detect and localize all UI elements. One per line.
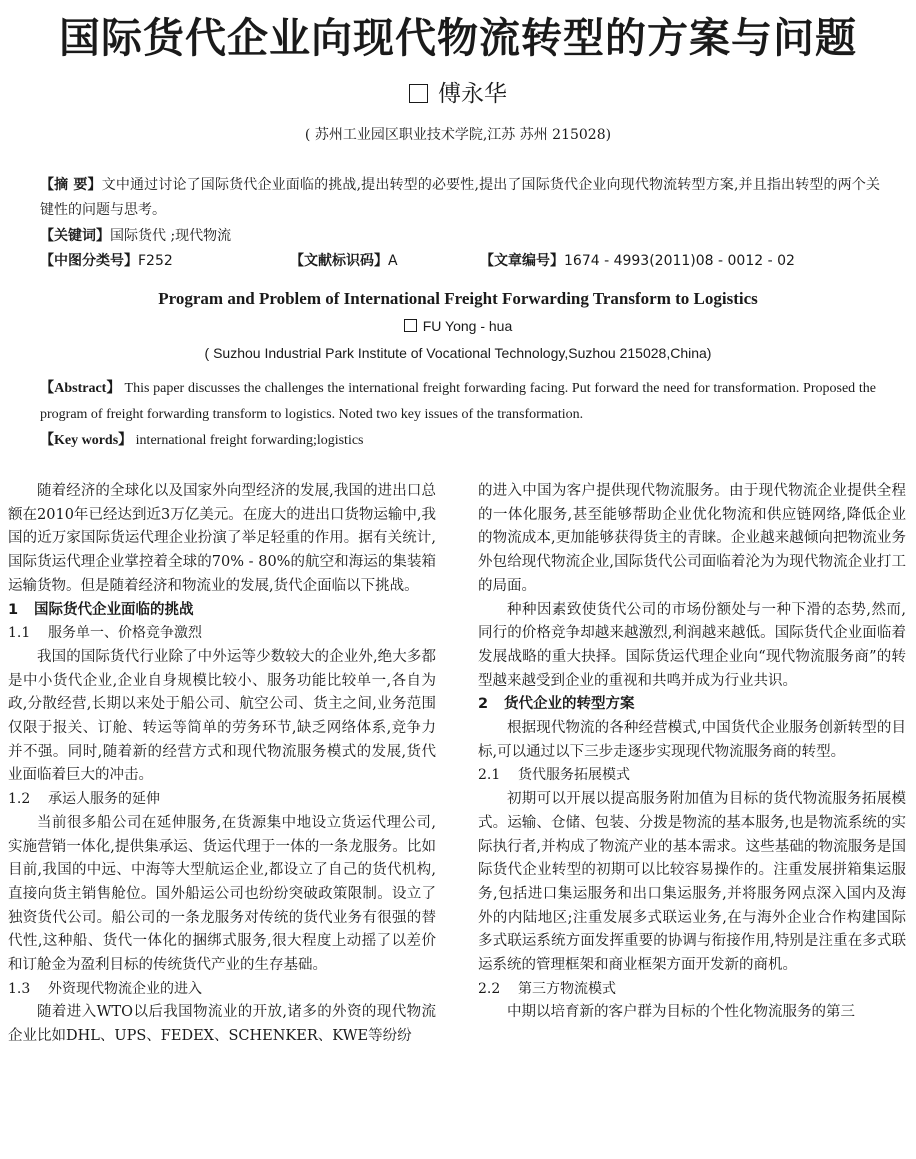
article-number-value: 1674 - 4993(2011)08 - 0012 - 02 (564, 253, 795, 269)
section-2-paragraph: 根据现代物流的各种经营模式,中国货代企业服务创新转型的目标,可以通过以下三步走逐步实现现代物流服务商的转型。 (478, 720, 906, 760)
body-column-right (478, 480, 906, 1025)
keywords-zh-text: 国际货代 ;现代物流 (110, 228, 232, 244)
section-1-3-paragraph: 随着进入WTO以后我国物流业的开放,诸多的外资的现代物流企业比如DHL、UPS、FEDEX、SCHENKER、KWE等纷纷 (8, 1004, 436, 1045)
section-1-3-heading (8, 978, 436, 1002)
doc-code-field (290, 249, 398, 274)
section-1-2-heading (8, 788, 436, 812)
section-1-heading (8, 599, 436, 623)
section-2-2-heading (478, 978, 906, 1002)
abstract-zh (40, 173, 880, 223)
doc-code-value: A (388, 253, 398, 269)
section-1-3-title: 外资现代物流企业的进入 (48, 980, 202, 997)
section-1-1-title: 服务单一、价格竞争激烈 (48, 625, 202, 642)
intro-paragraph: 随着经济的全球化以及国家外向型经济的发展,我国的进出口总额在2010年已经达到近3万亿美元。在庞大的进出口货物运输中,我国的近万家国际货运代理企业扮演了举足轻重的作用。据有关统计,国际货运代理企业掌控着全球的70% - 80%的航空和海运的集装箱运输货物。但是随着经济和物流业的发展,货代企面临以下挑战。 (8, 483, 436, 594)
section-1-1-number: 1.1 (8, 625, 31, 642)
section-1-2-title: 承运人服务的延伸 (48, 791, 160, 808)
continued-paragraph: 的进入中国为客户提供现代物流服务。由于现代物流企业提供全程的一体化服务,甚至能够帮助企业优化物流和供应链网络,降低企业的物流成本,更加能够获得货主的青睐。企业越来越倾向把物流业务外包给现代物流企业,国际货代公司面临着沦为为现代物流企业打工的局面。 (478, 483, 906, 594)
doc-code-label: 【文献标识码】 (290, 253, 388, 269)
keywords-zh-label: 【关键词】 (40, 228, 110, 244)
section-1-title: 国际货代企业面临的挑战 (34, 601, 194, 618)
english-abstract-text: This paper discusses the challenges the international freight forwarding facing. Put forward the need for transformation. Proposed the program of freight forwarding transform to logistics. Noted two key issues of the transformation. (40, 381, 876, 422)
author-box-icon (409, 84, 428, 103)
section-2-2-title: 第三方物流模式 (518, 980, 616, 997)
article-number-label: 【文章编号】 (480, 253, 564, 269)
abstract-zh-label: 【摘 要】 (40, 177, 102, 193)
author-line (0, 78, 916, 110)
section-1-3-number: 1.3 (8, 980, 31, 997)
english-keywords (40, 428, 876, 454)
section-2-1-paragraph: 初期可以开展以提高服务附加值为目标的货代物流服务拓展模式。运输、仓储、包装、分拨是物流的基本服务,也是物流系统的实际执行者,并构成了物流产业的基本需求。这些基础的物流服务是国际货代企业转型的初期可以比较容易操作的。注重发展拼箱集运服务,包括进口集运服务和出口集运服务,并将服务网点深入国内及海外的内陆地区;注重发展多式联运业务,在与海外企业合作构建国际多式联运系统方面发挥重要的协调与衔接作用,特别是注重在多式联运系统的管理框架和商业框架方面开发新的商机。 (478, 791, 906, 974)
english-keywords-label: 【Key words】 (40, 433, 133, 448)
section-2-2-paragraph: 中期以培育新的客户群为目标的个性化物流服务的第三 (507, 1004, 855, 1021)
english-affiliation: ( Suzhou Industrial Park Institute of Vocational Technology,Suzhou 215028,China) (204, 345, 712, 361)
affiliation: ( 苏州工业园区职业技术学院,江苏 苏州 215028) (304, 127, 612, 143)
section-2-number: 2 (478, 696, 489, 713)
clc-value: F252 (138, 253, 173, 269)
english-title: Program and Problem of International Freight Forwarding Transform to Logistics (158, 289, 758, 308)
article-number-field (480, 249, 795, 274)
body-column-left (8, 480, 436, 1049)
english-author-line (0, 314, 916, 338)
abstract-zh-text: 文中通过讨论了国际货代企业面临的挑战,提出转型的必要性,提出了国际货代企业向现代物流转型方案,并且指出转型的两个关键性的问题与思考。 (40, 177, 880, 218)
section-1-1-paragraph: 我国的国际货代行业除了中外运等少数较大的企业外,绝大多都是中小货代企业,企业自身规模比较小、服务功能比较单一,各自为政,分散经营,长期以来处于船公司、航空公司、货主之间,业务范围仅限于报关、订舱、转运等简单的劳务环节,缺乏网络体系,竞争力并不强。同时,随着新的经营方式和现代物流服务模式的发展,货代业面临着巨大的冲击。 (8, 648, 436, 784)
section-2-title: 货代企业的转型方案 (504, 696, 635, 713)
clc-field (40, 249, 173, 274)
clc-label: 【中图分类号】 (40, 253, 138, 269)
author-name: 傅永华 (438, 81, 507, 107)
keywords-zh (40, 224, 880, 249)
section-2-heading (478, 693, 906, 717)
section-1-1-heading (8, 622, 436, 646)
english-author: FU Yong - hua (422, 318, 513, 334)
section-2-1-heading (478, 764, 906, 788)
paper-title: 国际货代企业向现代物流转型的方案与问题 (59, 14, 857, 62)
english-keywords-text: international freight forwarding;logistics (135, 433, 364, 448)
section-2-1-title: 货代服务拓展模式 (518, 767, 630, 784)
market-paragraph: 种种因素致使货代公司的市场份额处与一种下滑的态势,然而,同行的价格竞争却越来越激烈,利润越来越低。国际货代企业面临着发展战略的重大抉择。国际货运代理企业向“现代物流服务商”的转型越来越受到企业的重视和共鸣并成为行业共识。 (478, 601, 906, 689)
section-2-2-number: 2.2 (478, 980, 501, 997)
section-2-1-number: 2.1 (478, 767, 501, 784)
english-abstract (40, 376, 876, 428)
english-abstract-label: 【Abstract】 (40, 381, 121, 396)
section-1-2-number: 1.2 (8, 791, 31, 808)
english-author-box-icon (404, 319, 417, 332)
section-1-2-paragraph: 当前很多船公司在延伸服务,在货源集中地设立货运代理公司,实施营销一体化,提供集承运、货运代理于一体的一条龙服务。比如目前,我国的中远、中海等大型航运企业,都设立了自己的货代机构,直接向货主销售舱位。国外船运公司也纷纷突破政策限制。设立了独资货代公司。船公司的一条龙服务对传统的货代业务有很强的替代性,这种船、货代一体化的捆绑式服务,很大程度上动摇了以差价和订舱金为盈利目标的传统货代产业的生存基础。 (8, 814, 436, 974)
section-1-number: 1 (8, 601, 19, 618)
